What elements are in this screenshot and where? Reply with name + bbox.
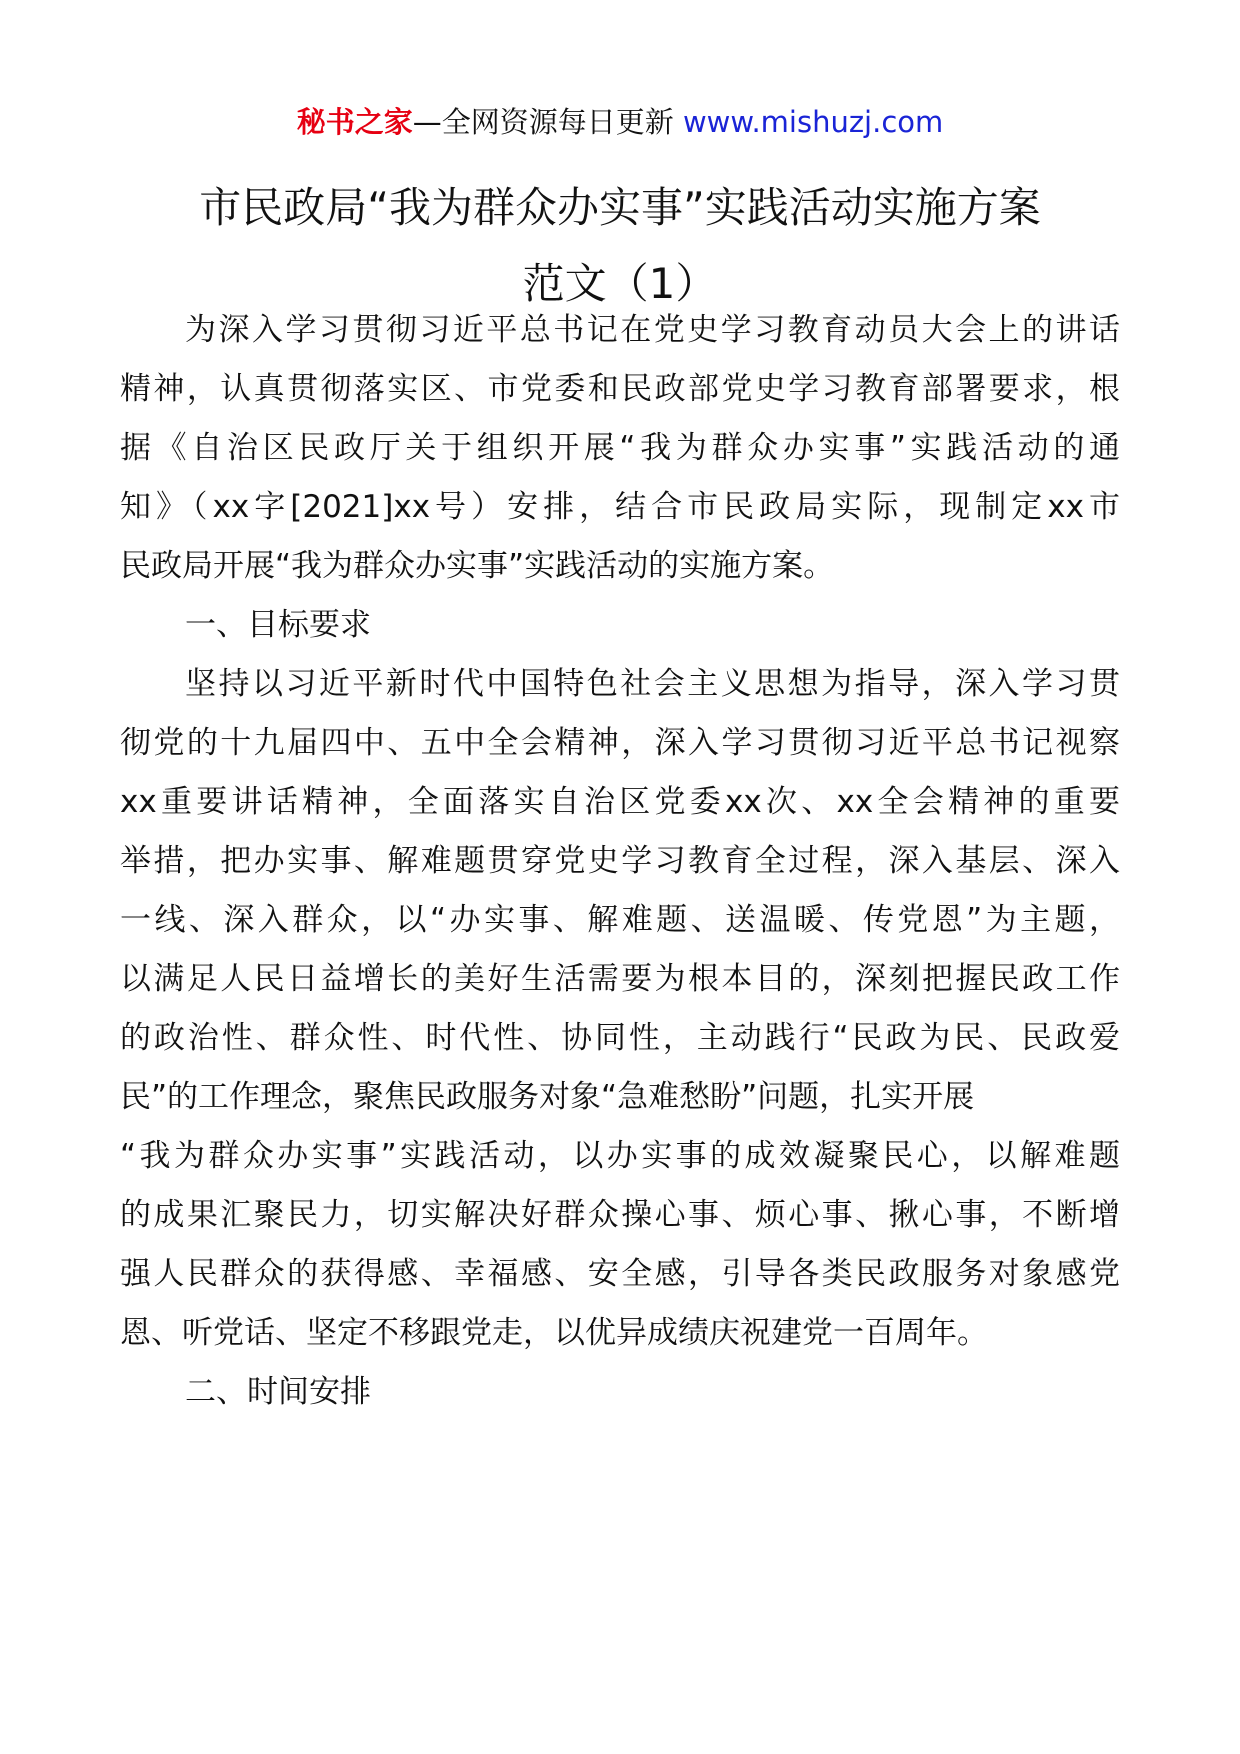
paragraph-line: 知》（xx字[2021]xx号）安排，结合市民政局实际，现制定xx市 xyxy=(120,489,1120,525)
paragraph-line: 精神，认真贯彻落实区、市党委和民政部党史学习教育部署要求，根 xyxy=(120,371,1120,407)
paragraph-line: 为深入学习贯彻习近平总书记在党史学习教育动员大会上的讲话 xyxy=(185,312,1120,348)
document-title-line-1: 市民政局“我为群众办实事”实践活动实施方案 xyxy=(199,183,1041,232)
site-tagline: —全网资源每日更新 xyxy=(412,105,674,139)
paragraph-line: 坚持以习近平新时代中国特色社会主义思想为指导，深入学习贯 xyxy=(185,666,1120,702)
paragraph-line: 的成果汇聚民力，切实解决好群众操心事、烦心事、揪心事，不断增 xyxy=(120,1197,1120,1233)
paragraph-line: 彻党的十九届四中、五中全会精神，深入学习贯彻习近平总书记视察 xyxy=(120,725,1120,761)
paragraph-line: xx重要讲话精神，全面落实自治区党委xx次、xx全会精神的重要 xyxy=(120,784,1120,820)
section-heading: 一、目标要求 xyxy=(185,607,371,643)
section-heading: 二、时间安排 xyxy=(185,1374,371,1410)
paragraph-line: 据《自治区民政厅关于组织开展“我为群众办实事”实践活动的通 xyxy=(120,430,1120,466)
paragraph-line: 民政局开展“我为群众办实事”实践活动的实施方案。 xyxy=(120,548,835,584)
paragraph-line: 以满足人民日益增长的美好生活需要为根本目的，深刻把握民政工作 xyxy=(120,961,1120,997)
paragraph-line: 强人民群众的获得感、幸福感、安全感，引导各类民政服务对象感党 xyxy=(120,1256,1120,1292)
paragraph-line: 的政治性、群众性、时代性、协同性，主动践行“民政为民、民政爱 xyxy=(120,1020,1120,1056)
site-header xyxy=(0,102,1240,142)
paragraph-line: 民”的工作理念，聚焦民政服务对象“急难愁盼”问题，扎实开展 xyxy=(120,1079,975,1115)
site-brand: 秘书之家 xyxy=(296,105,413,139)
site-url-link[interactable]: www.mishuzj.com xyxy=(682,105,944,139)
paragraph-line: “我为群众办实事”实践活动，以办实事的成效凝聚民心，以解难题 xyxy=(120,1138,1120,1174)
document-title-line-2: 范文（1） xyxy=(522,259,718,308)
paragraph-line: 一线、深入群众，以“办实事、解难题、送温暖、传党恩”为主题， xyxy=(120,902,1120,938)
paragraph-line: 举措，把办实事、解难题贯穿党史学习教育全过程，深入基层、深入 xyxy=(120,843,1120,879)
paragraph-line: 恩、听党话、坚定不移跟党走，以优异成绩庆祝建党一百周年。 xyxy=(120,1315,988,1351)
